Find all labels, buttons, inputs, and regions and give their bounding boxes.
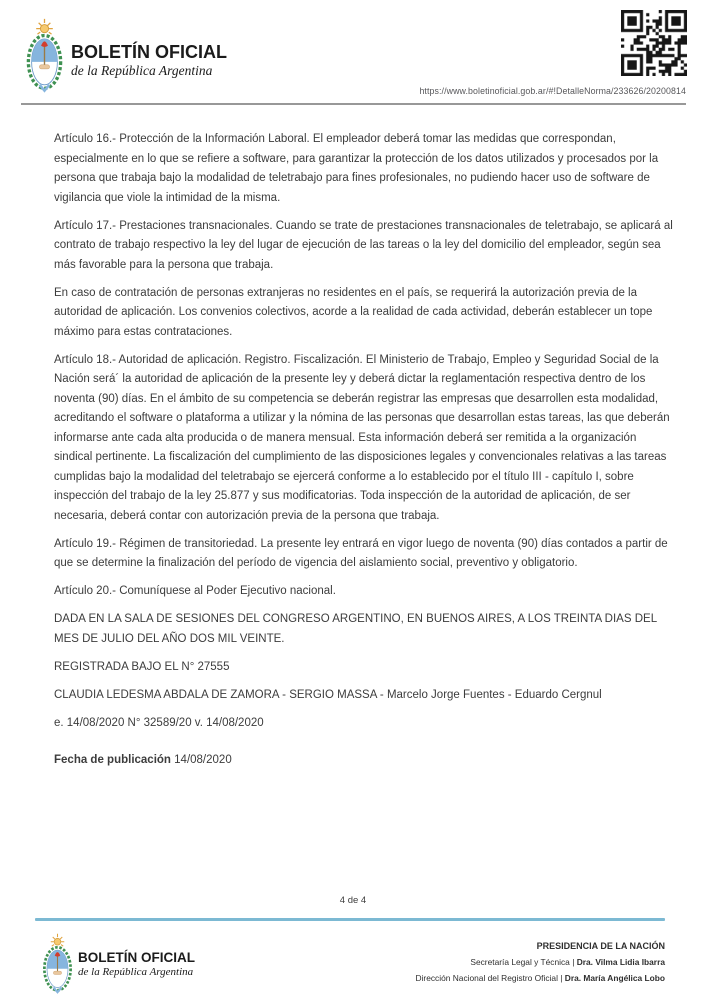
paragraph-registrada: REGISTRADA BAJO EL N° 27555 [54,660,230,673]
paragraph-contratacion-extranjeros: En caso de contratación de personas extranjeras no residentes en el país, se requerirá la autorización previa de la autoridad de aplicación. Los convenios colectivos, acorde a la realidad de cada actividad, deberán establecer un tope máximo para estas contrataciones. [54,286,653,338]
norm-detail-url: https://www.boletinoficial.gob.ar/#!DetalleNorma/233626/20200814 [419,86,686,96]
authority-line [416,973,666,983]
separator: | [572,957,575,967]
paragraph-articulo-16: Artículo 16.- Protección de la Información Laboral. El empleador deberá tomar las medidas que correspondan, especialmente en lo que se refiere a software, para garantizar la protección de los datos utilizados y procesados por la persona que trabaja bajo la modalidad de teletrabajo para fines profesionales, no pudiendo hacer uso de software de vigilancia que viole la intimidad de la misma. [54,133,659,204]
publication-date-value: 14/08/2020 [174,754,232,766]
publication-date-label: Fecha de publicación [54,754,171,766]
office-name: Secretaría Legal y Técnica [470,957,570,967]
page-number: 4 de 4 [339,895,367,906]
official-name: Dra. Vilma Lidia Ibarra [576,957,665,967]
brand-subtitle: de la República Argentina [71,63,213,78]
footer-brand [78,950,195,978]
coat-of-arms-icon [23,15,66,97]
footer-authorities [416,941,666,989]
brand-title: BOLETÍN OFICIAL [78,950,195,965]
paragraph-articulo-18: Artículo 18.- Autoridad de aplicación. Registro. Fiscalización. El Ministerio de Trabajo, Empleo y Seguridad Social de la Nación será´ la autoridad de aplicación de la presente ley y deberá dictar la reglamentación respectiva dentro de los noventa (90) días. En el ámbito de su competencia se deberán registrar las empresas que desarrollen esta modalidad, acreditando el software o plataforma a utilizar y la nómina de las personas que desarrollan estas tareas, las que deberán informarse ante cada alta producida o de manera mensual. Esta información deberá ser remitida a la organización sindical pertinente. La fiscalización del cumplimiento de las disposiciones legales y convencionales relativas a las tareas cumplidas bajo la modalidad del teletrabajo se ejercerá conforme a lo establecido por el título III - capítulo I, sobre inspección del trabajo de la ley 25.877 y sus modificatorias. Toda inspección de la autoridad de aplicación, de ser necesaria, deberá contar con autorización previa de la persona que trabaja. [54,353,670,522]
paragraph-articulo-19: Artículo 19.- Régimen de transitoriedad. La presente ley entrará en vigor luego de noventa (90) días contados a partir de que se determine la finalización del período de vigencia del aislamiento social, preventivo y obligatorio. [54,537,668,569]
paragraph-aviso-numero: e. 14/08/2020 N° 32589/20 v. 14/08/2020 [54,716,264,729]
separator: | [560,973,563,983]
document-body [54,130,676,779]
authority-line [416,957,666,967]
header-brand [71,42,227,78]
qr-code-icon [621,10,687,76]
brand-title: BOLETÍN OFICIAL [71,42,227,62]
paragraph-firmantes: CLAUDIA LEDESMA ABDALA DE ZAMORA - SERGIO MASSA - Marcelo Jorge Fuentes - Eduardo Cergnul [54,688,602,701]
office-name: Dirección Nacional del Registro Oficial [415,973,558,983]
paragraph-articulo-17: Artículo 17.- Prestaciones transnacionales. Cuando se trate de prestaciones transnacionales de teletrabajo, se aplicará al contrato de trabajo respectivo la ley del lugar de ejecución de las tareas o la ley del domicilio del empleador, según sea más favorable para la persona que trabaja. [54,219,673,271]
coat-of-arms-icon [40,931,75,997]
paragraph-articulo-20: Artículo 20.- Comuníquese al Poder Ejecutivo nacional. [54,585,336,597]
header-divider [21,103,686,105]
official-name: Dra. María Angélica Lobo [564,973,665,983]
paragraph-dada-sala-sesiones: DADA EN LA SALA DE SESIONES DEL CONGRESO ARGENTINO, EN BUENOS AIRES, A LOS TREINTA DIAS DEL MES DE JULIO DEL AÑO DOS MIL VEINTE. [54,613,657,645]
footer-divider [35,918,665,921]
brand-subtitle: de la República Argentina [78,966,194,978]
publication-date-line [54,751,676,771]
presidency-title: PRESIDENCIA DE LA NACIÓN [536,941,665,951]
